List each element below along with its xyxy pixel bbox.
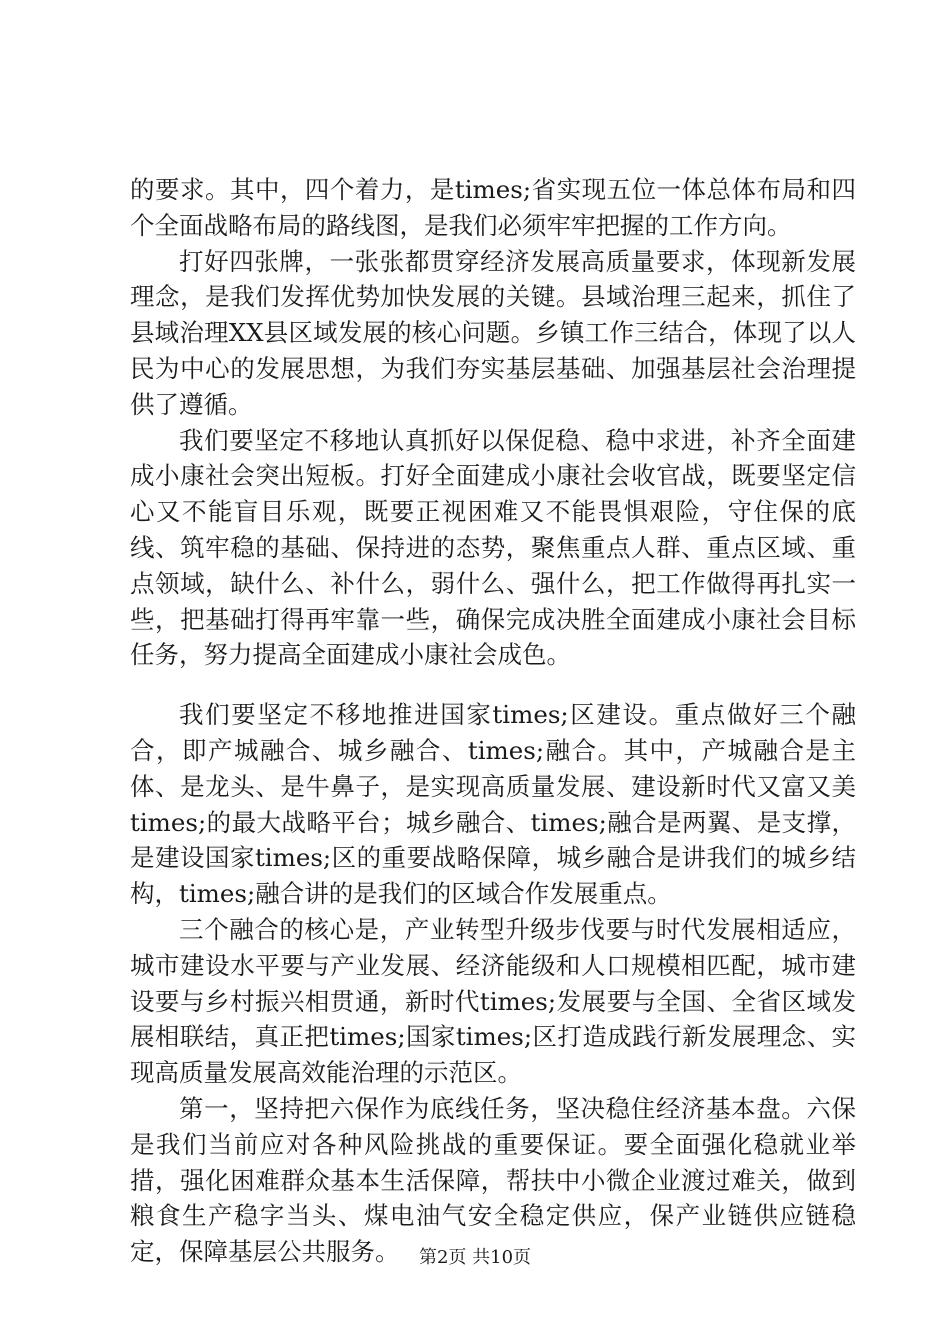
- paragraph-6: 第一，坚持把六保作为底线任务，坚决稳住经济基本盘。六保是我们当前应对各种风险挑战的重要保证。要全面强化稳就业举措，强化困难群众基本生活保障，帮扶中小微企业渡过难关，做到粮食生产稳字当头、煤电油气安全稳定供应，保产业链供应链稳定，保障基层公共服务。: [130, 1093, 856, 1267]
- paragraph-4: 我们要坚定不移地推进国家times;区建设。重点做好三个融合，即产城融合、城乡融合、times;融合。其中，产城融合是主体、是龙头、是牛鼻子，是实现高质量发展、建设新时代又富又美times;的最大战略平台；城乡融合、times;融合是两翼、是支撑，是建设国家times;区的重要战略保障，城乡融合是讲我们的城乡结构，times;融合讲的是我们的区域合作发展重点。: [130, 700, 856, 909]
- document-body: [130, 172, 856, 1270]
- paragraph-2: 打好四张牌，一张张都贯穿经济发展高质量要求，体现新发展理念，是我们发挥优势加快发展的关键。县域治理三起来，抓住了县域治理XX县区域发展的核心问题。乡镇工作三结合，体现了以人民为中心的发展思想，为我们夯实基层基础、加强基层社会治理提供了遵循。: [130, 246, 856, 419]
- paragraph-3: 我们要坚定不移地认真抓好以保促稳、稳中求进，补齐全面建成小康社会突出短板。打好全面建成小康社会收官战，既要坚定信心又不能盲目乐观，既要正视困难又不能畏惧艰险，守住保的底线、筑牢稳的基础、保持进的态势，聚焦重点人群、重点区域、重点领域，缺什么、补什么，弱什么、强什么，把工作做得再扎实一些，把基础打得再牢靠一些，确保完成决胜全面建成小康社会目标任务，努力提高全面建成小康社会成色。: [130, 425, 856, 670]
- paragraph-1: 的要求。其中，四个着力，是times;省实现五位一体总体布局和四个全面战略布局的路线图，是我们必须牢牢把握的工作方向。: [130, 175, 856, 240]
- paragraph-5: 三个融合的核心是，产业转型升级步伐要与时代发展相适应，城市建设水平要与产业发展、经济能级和人口规模相匹配，城市建设要与乡村振兴相贯通，新时代times;发展要与全国、全省区域发展相联结，真正把times;国家times;区打造成践行新发展理念、实现高质量发展高效能治理的示范区。: [130, 914, 856, 1088]
- page-number-footer: 第2页 共10页: [418, 1247, 532, 1268]
